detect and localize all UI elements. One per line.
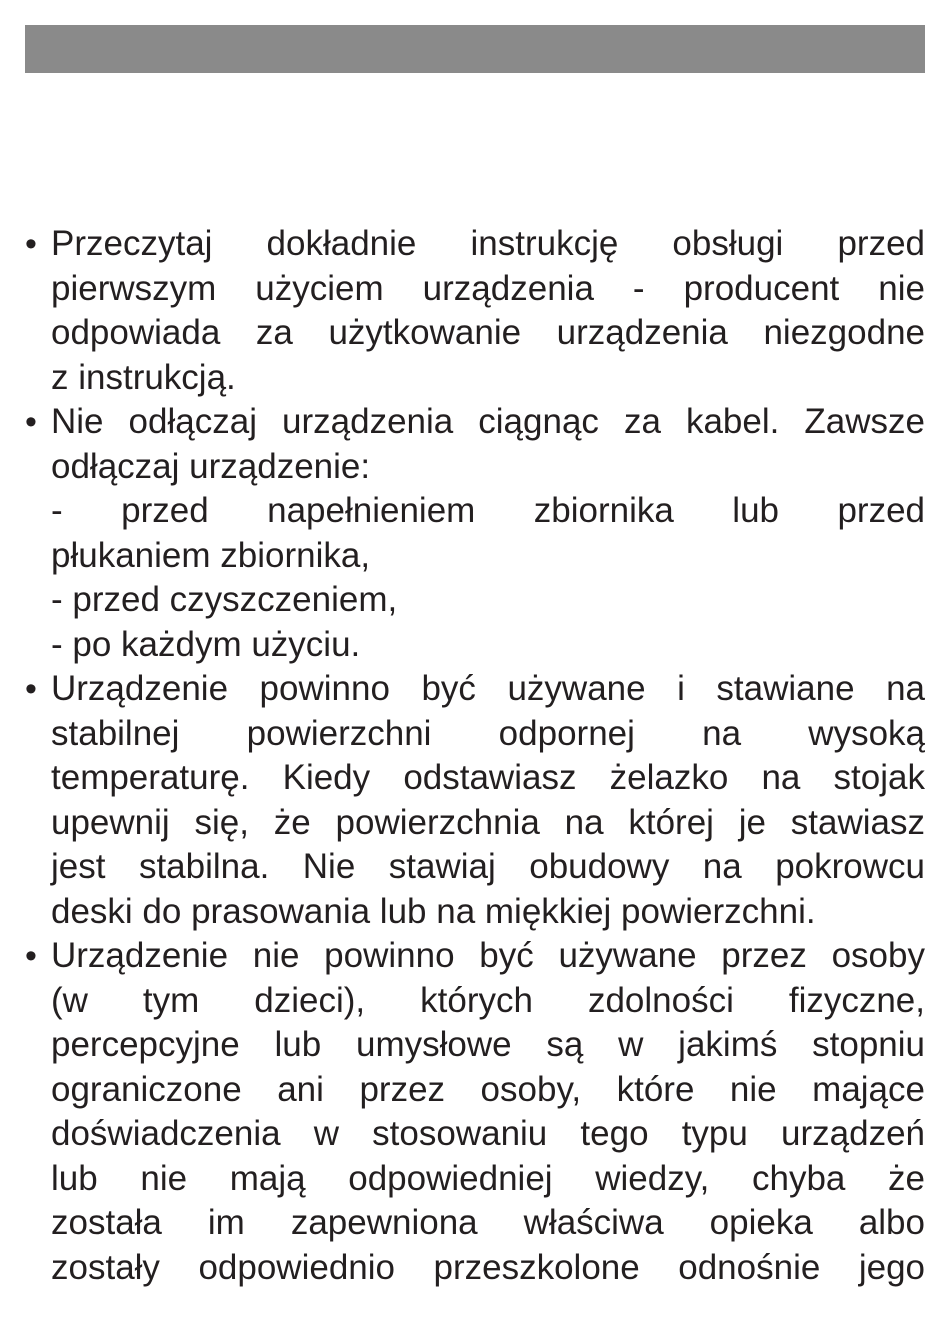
text-line: (w tym dzieci), których zdolności fizyczne, [51, 980, 925, 1020]
bullet-icon: • [25, 670, 37, 708]
bullet-icon: • [25, 937, 37, 975]
text-line: z instrukcją. [51, 357, 236, 397]
text-line: Nie odłączaj urządzenia ciągnąc za kabel. Zawsze [51, 402, 925, 441]
text-line: zostały odpowiednio przeszkolone odnośnie jego [51, 1247, 925, 1287]
text-line: - przed czyszczeniem, [51, 580, 398, 619]
bullet-icon: • [25, 403, 37, 441]
text-line: percepcyjne lub umysłowe są w jakimś stopniu [51, 1025, 925, 1064]
text-line: pierwszym użyciem urządzenia - producent nie [51, 268, 925, 308]
text-line: Urządzenie nie powinno być używane przez osoby [51, 936, 925, 975]
text-line: temperaturę. Kiedy odstawiasz żelazko na stojak [51, 758, 925, 797]
text-line: Przeczytaj dokładnie instrukcję obsługi przed [51, 224, 925, 263]
text-line: doświadczenia w stosowaniu tego typu urządzeń [51, 1114, 925, 1153]
text-line: - po każdym użyciu. [51, 624, 361, 664]
text-line: płukaniem zbiornika, [51, 535, 371, 575]
text-line: stabilnej powierzchni odpornej na wysoką [51, 713, 925, 753]
list-item [25, 667, 925, 934]
safety-instructions-list [25, 222, 925, 1290]
list-item [25, 934, 925, 1290]
text-line: ograniczone ani przez osoby, które nie mające [51, 1069, 925, 1109]
text-line: - przed napełnieniem zbiornika lub przed [51, 491, 925, 530]
text-line: lub nie mają odpowiedniej wiedzy, chyba że [51, 1158, 925, 1198]
text-line: upewnij się, że powierzchnia na której je stawiasz [51, 802, 925, 842]
list-item [25, 222, 925, 400]
header-bar [25, 25, 925, 73]
text-line: została im zapewniona właściwa opieka albo [51, 1203, 925, 1242]
text-line: Urządzenie powinno być używane i stawiane na [51, 669, 925, 708]
text-line: deski do prasowania lub na miękkiej powierzchni. [51, 891, 816, 931]
text-line: jest stabilna. Nie stawiaj obudowy na pokrowcu [51, 847, 925, 886]
text-line: odłączaj urządzenie: [51, 446, 371, 486]
list-item [25, 400, 925, 667]
text-line: odpowiada za użytkowanie urządzenia niezgodne [51, 313, 925, 352]
bullet-icon: • [25, 225, 37, 263]
